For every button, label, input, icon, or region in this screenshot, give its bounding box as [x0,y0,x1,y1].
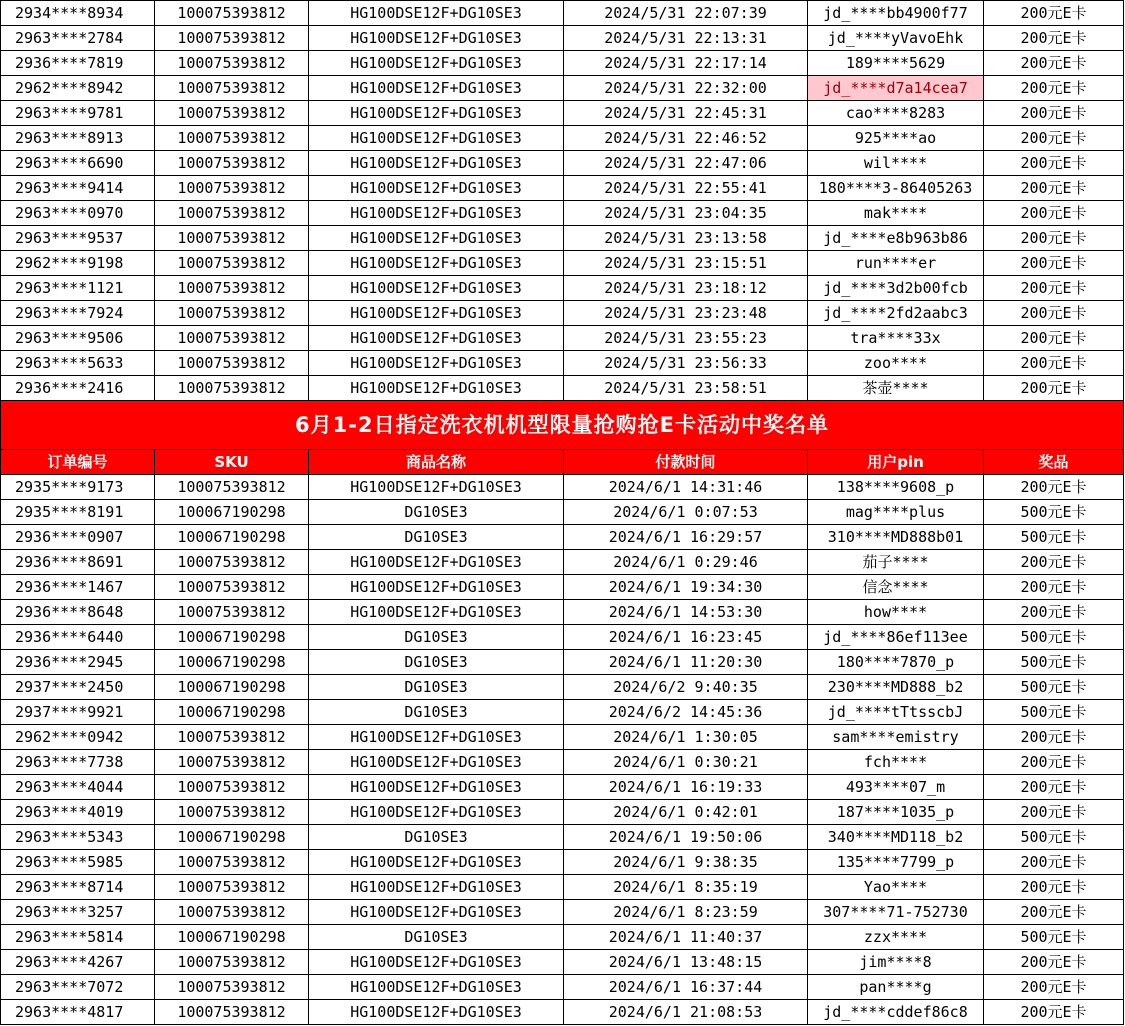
table-row [1,276,1124,301]
product-name-cell: DG10SE3 [309,825,564,850]
order-id-cell: 2936****7819 [1,51,155,76]
table-row [1,76,1124,101]
sku-cell: 100075393812 [155,1000,309,1025]
prize-cell: 200元E卡 [984,276,1124,301]
payment-time-cell: 2024/6/1 0:29:46 [564,550,808,575]
prize-cell: 200元E卡 [984,900,1124,925]
user-pin-cell: 信念**** [808,575,984,600]
order-id-cell: 2963****5633 [1,351,155,376]
product-name-cell: DG10SE3 [309,700,564,725]
product-name-cell: HG100DSE12F+DG10SE3 [309,1,564,26]
payment-time-cell: 2024/6/1 19:50:06 [564,825,808,850]
user-pin-cell: jd_****yVavoEhk [808,26,984,51]
sku-cell: 100067190298 [155,700,309,725]
user-pin-cell: fch**** [808,750,984,775]
sku-cell: 100075393812 [155,725,309,750]
order-id-cell: 2963****9414 [1,176,155,201]
prize-cell: 500元E卡 [984,625,1124,650]
order-id-cell: 2963****0970 [1,201,155,226]
sku-cell: 100075393812 [155,950,309,975]
user-pin-cell: 307****71-752730 [808,900,984,925]
section-title: 6月1-2日指定洗衣机机型限量抢购抢E卡活动中奖名单 [1,401,1124,450]
title-row [1,401,1124,450]
section-1-rows [1,1,1124,401]
table-row [1,975,1124,1000]
payment-time-cell: 2024/5/31 23:15:51 [564,251,808,276]
order-id-cell: 2963****2784 [1,26,155,51]
prize-cell: 200元E卡 [984,376,1124,401]
table-row [1,600,1124,625]
product-name-cell: HG100DSE12F+DG10SE3 [309,550,564,575]
product-name-cell: HG100DSE12F+DG10SE3 [309,26,564,51]
user-pin-cell: pan****g [808,975,984,1000]
prize-cell: 200元E卡 [984,800,1124,825]
payment-time-cell: 2024/5/31 22:47:06 [564,151,808,176]
product-name-cell: HG100DSE12F+DG10SE3 [309,900,564,925]
user-pin-cell: zoo**** [808,351,984,376]
prize-cell: 200元E卡 [984,176,1124,201]
order-id-cell: 2963****3257 [1,900,155,925]
prize-cell: 200元E卡 [984,226,1124,251]
table-row [1,226,1124,251]
product-name-cell: HG100DSE12F+DG10SE3 [309,475,564,500]
table-row [1,850,1124,875]
user-pin-cell: zzx**** [808,925,984,950]
order-id-cell: 2962****0942 [1,725,155,750]
product-name-cell: HG100DSE12F+DG10SE3 [309,126,564,151]
order-id-cell: 2937****9921 [1,700,155,725]
prize-cell: 500元E卡 [984,525,1124,550]
order-id-cell: 2963****9506 [1,326,155,351]
product-name-cell: HG100DSE12F+DG10SE3 [309,326,564,351]
product-name-cell: HG100DSE12F+DG10SE3 [309,875,564,900]
prize-cell: 200元E卡 [984,51,1124,76]
user-pin-cell: 茶壶**** [808,376,984,401]
product-name-cell: HG100DSE12F+DG10SE3 [309,226,564,251]
payment-time-cell: 2024/6/1 8:23:59 [564,900,808,925]
payment-time-cell: 2024/6/1 1:30:05 [564,725,808,750]
product-name-cell: HG100DSE12F+DG10SE3 [309,1000,564,1025]
payment-time-cell: 2024/6/1 14:31:46 [564,475,808,500]
sku-cell: 100067190298 [155,625,309,650]
order-id-cell: 2963****7072 [1,975,155,1000]
prize-cell: 200元E卡 [984,775,1124,800]
user-pin-cell: 310****MD888b01 [808,525,984,550]
product-name-cell: HG100DSE12F+DG10SE3 [309,950,564,975]
user-pin-cell: 230****MD888_b2 [808,675,984,700]
header-order-id: 订单编号 [1,450,155,475]
user-pin-cell: jd_****e8b963b86 [808,226,984,251]
table-row [1,700,1124,725]
order-id-cell: 2963****5985 [1,850,155,875]
payment-time-cell: 2024/6/1 21:08:53 [564,1000,808,1025]
sku-cell: 100075393812 [155,850,309,875]
prize-cell: 200元E卡 [984,575,1124,600]
table-row [1,825,1124,850]
sku-cell: 100075393812 [155,301,309,326]
user-pin-cell: 180****3-86405263 [808,176,984,201]
payment-time-cell: 2024/5/31 23:18:12 [564,276,808,301]
sku-cell: 100075393812 [155,51,309,76]
table-row [1,251,1124,276]
table-row [1,575,1124,600]
product-name-cell: DG10SE3 [309,500,564,525]
product-name-cell: HG100DSE12F+DG10SE3 [309,376,564,401]
order-id-cell: 2963****4019 [1,800,155,825]
sku-cell: 100075393812 [155,126,309,151]
table-row [1,26,1124,51]
order-id-cell: 2936****2416 [1,376,155,401]
table-row [1,875,1124,900]
product-name-cell: HG100DSE12F+DG10SE3 [309,201,564,226]
user-pin-cell: 187****1035_p [808,800,984,825]
payment-time-cell: 2024/5/31 22:55:41 [564,176,808,201]
payment-time-cell: 2024/6/1 13:48:15 [564,950,808,975]
payment-time-cell: 2024/5/31 22:17:14 [564,51,808,76]
table-row [1,675,1124,700]
sku-cell: 100067190298 [155,525,309,550]
product-name-cell: HG100DSE12F+DG10SE3 [309,101,564,126]
sku-cell: 100075393812 [155,226,309,251]
order-id-cell: 2963****4267 [1,950,155,975]
payment-time-cell: 2024/5/31 22:32:00 [564,76,808,101]
product-name-cell: HG100DSE12F+DG10SE3 [309,251,564,276]
product-name-cell: DG10SE3 [309,650,564,675]
sku-cell: 100067190298 [155,825,309,850]
sku-cell: 100075393812 [155,151,309,176]
payment-time-cell: 2024/6/1 19:34:30 [564,575,808,600]
prize-cell: 200元E卡 [984,875,1124,900]
payment-time-cell: 2024/5/31 23:56:33 [564,351,808,376]
order-id-cell: 2937****2450 [1,675,155,700]
prize-cell: 500元E卡 [984,500,1124,525]
header-payment-time: 付款时间 [564,450,808,475]
prize-cell: 200元E卡 [984,326,1124,351]
sku-cell: 100075393812 [155,76,309,101]
user-pin-cell: sam****emistry [808,725,984,750]
prize-cell: 200元E卡 [984,1,1124,26]
table-row [1,725,1124,750]
sku-cell: 100067190298 [155,675,309,700]
product-name-cell: HG100DSE12F+DG10SE3 [309,850,564,875]
user-pin-cell: jd_****86ef113ee [808,625,984,650]
payment-time-cell: 2024/5/31 23:04:35 [564,201,808,226]
sku-cell: 100075393812 [155,1,309,26]
user-pin-cell: 493****07_m [808,775,984,800]
table-row [1,525,1124,550]
payment-time-cell: 2024/6/1 16:19:33 [564,775,808,800]
table-row [1,326,1124,351]
sku-cell: 100075393812 [155,800,309,825]
user-pin-cell: cao****8283 [808,101,984,126]
user-pin-cell: jd_****bb4900f77 [808,1,984,26]
table-row [1,51,1124,76]
sku-cell: 100075393812 [155,201,309,226]
order-id-cell: 2963****1121 [1,276,155,301]
payment-time-cell: 2024/5/31 22:45:31 [564,101,808,126]
order-id-cell: 2963****6690 [1,151,155,176]
prize-cell: 200元E卡 [984,251,1124,276]
order-id-cell: 2962****8942 [1,76,155,101]
order-id-cell: 2963****8714 [1,875,155,900]
section-2-rows [1,475,1124,1025]
payment-time-cell: 2024/5/31 22:13:31 [564,26,808,51]
user-pin-cell: jd_****d7a14cea7 [808,76,984,101]
user-pin-cell: mak**** [808,201,984,226]
payment-time-cell: 2024/6/1 8:35:19 [564,875,808,900]
table-row [1,301,1124,326]
section-2-head [1,401,1124,475]
prize-cell: 200元E卡 [984,475,1124,500]
table-row [1,550,1124,575]
payment-time-cell: 2024/5/31 23:58:51 [564,376,808,401]
order-id-cell: 2936****8648 [1,600,155,625]
sku-cell: 100067190298 [155,925,309,950]
prize-cell: 500元E卡 [984,925,1124,950]
order-id-cell: 2963****5343 [1,825,155,850]
product-name-cell: DG10SE3 [309,925,564,950]
user-pin-cell: how**** [808,600,984,625]
product-name-cell: HG100DSE12F+DG10SE3 [309,800,564,825]
table-row [1,201,1124,226]
product-name-cell: DG10SE3 [309,525,564,550]
order-id-cell: 2963****4817 [1,1000,155,1025]
prize-cell: 500元E卡 [984,825,1124,850]
sku-cell: 100075393812 [155,251,309,276]
product-name-cell: HG100DSE12F+DG10SE3 [309,276,564,301]
order-id-cell: 2935****8191 [1,500,155,525]
user-pin-cell: 135****7799_p [808,850,984,875]
payment-time-cell: 2024/6/1 11:20:30 [564,650,808,675]
payment-time-cell: 2024/6/1 0:07:53 [564,500,808,525]
sku-cell: 100075393812 [155,875,309,900]
user-pin-cell: jd_****tTtsscbJ [808,700,984,725]
user-pin-cell: 茄子**** [808,550,984,575]
prize-cell: 200元E卡 [984,975,1124,1000]
product-name-cell: HG100DSE12F+DG10SE3 [309,775,564,800]
sku-cell: 100075393812 [155,326,309,351]
sku-cell: 100075393812 [155,575,309,600]
prize-cell: 200元E卡 [984,301,1124,326]
order-id-cell: 2963****9781 [1,101,155,126]
order-id-cell: 2963****7738 [1,750,155,775]
product-name-cell: HG100DSE12F+DG10SE3 [309,76,564,101]
table-row [1,650,1124,675]
table-row [1,800,1124,825]
order-id-cell: 2962****9198 [1,251,155,276]
order-id-cell: 2936****6440 [1,625,155,650]
prize-cell: 200元E卡 [984,550,1124,575]
table-row [1,950,1124,975]
product-name-cell: HG100DSE12F+DG10SE3 [309,725,564,750]
table-row [1,625,1124,650]
user-pin-cell: Yao**** [808,875,984,900]
sku-cell: 100075393812 [155,276,309,301]
sku-cell: 100067190298 [155,650,309,675]
order-id-cell: 2936****2945 [1,650,155,675]
sku-cell: 100075393812 [155,376,309,401]
prize-cell: 200元E卡 [984,725,1124,750]
product-name-cell: HG100DSE12F+DG10SE3 [309,975,564,1000]
payment-time-cell: 2024/6/2 14:45:36 [564,700,808,725]
table-row [1,475,1124,500]
user-pin-cell: jd_****cddef86c8 [808,1000,984,1025]
prize-cell: 200元E卡 [984,76,1124,101]
product-name-cell: HG100DSE12F+DG10SE3 [309,600,564,625]
product-name-cell: HG100DSE12F+DG10SE3 [309,750,564,775]
sku-cell: 100075393812 [155,600,309,625]
table-row [1,925,1124,950]
payment-time-cell: 2024/6/1 0:42:01 [564,800,808,825]
prize-cell: 500元E卡 [984,700,1124,725]
user-pin-cell: run****er [808,251,984,276]
user-pin-cell: 138****9608_p [808,475,984,500]
sku-cell: 100075393812 [155,775,309,800]
order-id-cell: 2963****8913 [1,126,155,151]
prize-cell: 200元E卡 [984,126,1124,151]
prize-cell: 200元E卡 [984,351,1124,376]
prize-cell: 200元E卡 [984,201,1124,226]
sku-cell: 100075393812 [155,26,309,51]
payment-time-cell: 2024/6/1 9:38:35 [564,850,808,875]
table-row [1,775,1124,800]
header-row [1,450,1124,475]
order-id-cell: 2936****1467 [1,575,155,600]
user-pin-cell: wil**** [808,151,984,176]
user-pin-cell: jd_****2fd2aabc3 [808,301,984,326]
user-pin-cell: mag****plus [808,500,984,525]
product-name-cell: DG10SE3 [309,675,564,700]
product-name-cell: HG100DSE12F+DG10SE3 [309,351,564,376]
payment-time-cell: 2024/6/1 0:30:21 [564,750,808,775]
payment-time-cell: 2024/6/1 16:29:57 [564,525,808,550]
table-row [1,900,1124,925]
header-prize: 奖品 [984,450,1124,475]
user-pin-cell: tra****33x [808,326,984,351]
table-row [1,500,1124,525]
product-name-cell: DG10SE3 [309,625,564,650]
product-name-cell: HG100DSE12F+DG10SE3 [309,575,564,600]
sku-cell: 100075393812 [155,900,309,925]
product-name-cell: HG100DSE12F+DG10SE3 [309,176,564,201]
sku-cell: 100075393812 [155,550,309,575]
payment-time-cell: 2024/6/1 16:23:45 [564,625,808,650]
table-row [1,351,1124,376]
payment-time-cell: 2024/5/31 22:07:39 [564,1,808,26]
payment-time-cell: 2024/5/31 23:13:58 [564,226,808,251]
user-pin-cell: 180****7870_p [808,650,984,675]
user-pin-cell: jd_****3d2b00fcb [808,276,984,301]
sku-cell: 100075393812 [155,975,309,1000]
table-row [1,1,1124,26]
prize-cell: 200元E卡 [984,750,1124,775]
prize-cell: 200元E卡 [984,950,1124,975]
prize-cell: 500元E卡 [984,650,1124,675]
order-id-cell: 2963****5814 [1,925,155,950]
table-row [1,151,1124,176]
prize-cell: 200元E卡 [984,850,1124,875]
table-row [1,750,1124,775]
sku-cell: 100075393812 [155,176,309,201]
table-row [1,101,1124,126]
product-name-cell: HG100DSE12F+DG10SE3 [309,151,564,176]
sku-cell: 100075393812 [155,750,309,775]
table-row [1,1000,1124,1025]
user-pin-cell: 340****MD118_b2 [808,825,984,850]
product-name-cell: HG100DSE12F+DG10SE3 [309,301,564,326]
sku-cell: 100075393812 [155,351,309,376]
order-id-cell: 2936****0907 [1,525,155,550]
table-row [1,126,1124,151]
payment-time-cell: 2024/5/31 22:46:52 [564,126,808,151]
table-row [1,376,1124,401]
payment-time-cell: 2024/6/1 16:37:44 [564,975,808,1000]
prize-cell: 200元E卡 [984,1000,1124,1025]
order-id-cell: 2963****9537 [1,226,155,251]
prize-cell: 200元E卡 [984,26,1124,51]
order-id-cell: 2934****8934 [1,1,155,26]
sku-cell: 100075393812 [155,475,309,500]
payment-time-cell: 2024/6/1 14:53:30 [564,600,808,625]
prize-cell: 200元E卡 [984,101,1124,126]
header-product-name: 商品名称 [309,450,564,475]
prize-cell: 200元E卡 [984,151,1124,176]
payment-time-cell: 2024/5/31 23:23:48 [564,301,808,326]
sku-cell: 100075393812 [155,101,309,126]
header-user-pin: 用户pin [808,450,984,475]
product-name-cell: HG100DSE12F+DG10SE3 [309,51,564,76]
order-id-cell: 2936****8691 [1,550,155,575]
user-pin-cell: jim****8 [808,950,984,975]
payment-time-cell: 2024/6/2 9:40:35 [564,675,808,700]
order-id-cell: 2935****9173 [1,475,155,500]
order-id-cell: 2963****4044 [1,775,155,800]
user-pin-cell: 189****5629 [808,51,984,76]
prize-cell: 200元E卡 [984,600,1124,625]
table-row [1,176,1124,201]
header-sku: SKU [155,450,309,475]
payment-time-cell: 2024/5/31 23:55:23 [564,326,808,351]
user-pin-cell: 925****ao [808,126,984,151]
order-id-cell: 2963****7924 [1,301,155,326]
sku-cell: 100067190298 [155,500,309,525]
payment-time-cell: 2024/6/1 11:40:37 [564,925,808,950]
prize-cell: 500元E卡 [984,675,1124,700]
